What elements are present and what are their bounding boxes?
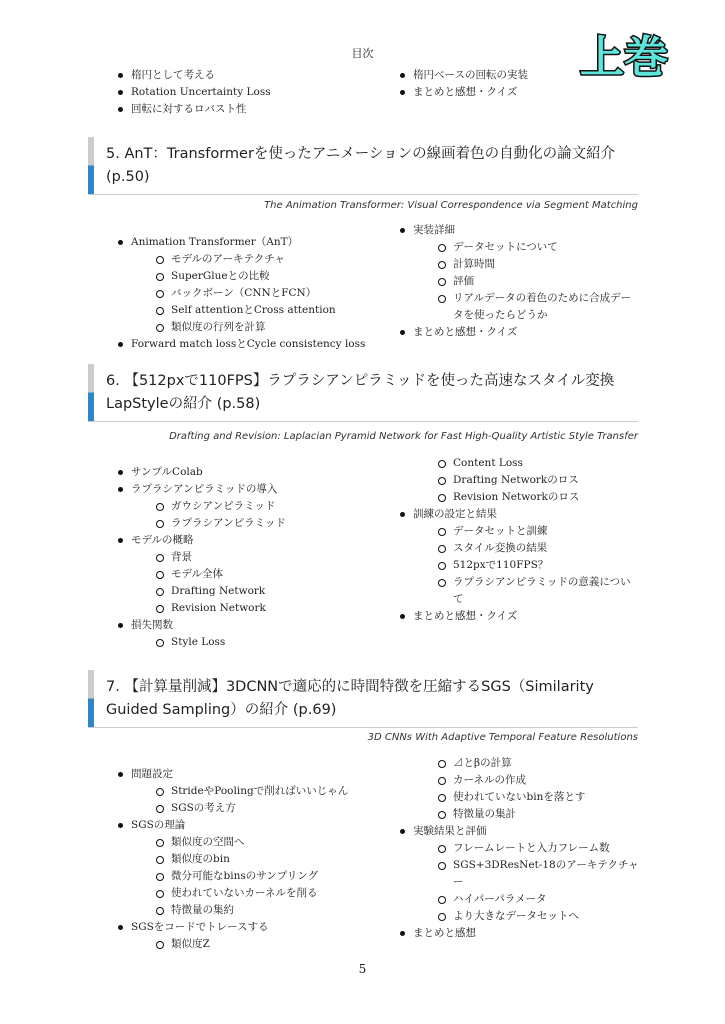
list-item: 楕円ベースの回転の実装 bbox=[400, 67, 640, 84]
sub-list-item: 微分可能なbinsのサンプリング bbox=[118, 868, 398, 885]
list-item: サンプルColab bbox=[118, 464, 398, 481]
toc-title: 目次 bbox=[351, 47, 374, 60]
list-item: SGSをコードでトレースする bbox=[118, 919, 398, 936]
badge-text: 上巻 bbox=[580, 32, 668, 80]
list-item: 損失関数 bbox=[118, 617, 398, 634]
section-6-list-left bbox=[118, 464, 398, 651]
sub-list-item: より大きなデータセットへ bbox=[400, 908, 640, 925]
section-7-heading bbox=[88, 670, 638, 728]
sub-list-item: ハイパーパラメータ bbox=[400, 891, 640, 908]
sub-list-item: 背景 bbox=[118, 549, 398, 566]
sub-list-item: 特徴量の集計 bbox=[400, 806, 640, 823]
section-5-list-left bbox=[118, 234, 398, 353]
sub-list-item: 類似度の空間へ bbox=[118, 834, 398, 851]
sub-list-item: 512pxで110FPS？ bbox=[400, 557, 640, 574]
sub-list-item: バックボーン（CNNとFCN） bbox=[118, 285, 398, 302]
list-item: 楕円として考える bbox=[118, 67, 398, 84]
sub-list-item: 類似度のbin bbox=[118, 851, 398, 868]
sub-list-item: Drafting Networkのロス bbox=[400, 472, 640, 489]
list-item: Rotation Uncertainty Loss bbox=[118, 84, 398, 101]
section-7-list-left bbox=[118, 766, 398, 953]
sub-list-item: SGS+3DResNet-18のアーキテクチャー bbox=[400, 857, 640, 891]
section-5-subtitle: The Animation Transformer: Visual Correspondence via Segment Matching bbox=[264, 200, 638, 211]
sub-list-item: リアルデータの着色のために合成データを使ったらどうか bbox=[400, 290, 640, 324]
list-item: Forward match lossとCycle consistency loss bbox=[118, 336, 398, 353]
sub-list-item: フレームレートと入力フレーム数 bbox=[400, 840, 640, 857]
heading-accent-bar bbox=[88, 670, 94, 727]
list-item: SGSの理論 bbox=[118, 817, 398, 834]
sub-list-item: データセットと訓練 bbox=[400, 523, 640, 540]
toc-list-right bbox=[400, 67, 640, 101]
heading-accent-bar bbox=[88, 364, 94, 421]
toc-list-left bbox=[118, 67, 398, 118]
section-6-list-right bbox=[400, 455, 640, 625]
list-item: Animation Transformer（AnT） bbox=[118, 234, 398, 251]
sub-list-item: ラプラシアンピラミッド bbox=[118, 515, 398, 532]
sub-list-item: 特徴量の集約 bbox=[118, 902, 398, 919]
section-7-subtitle: 3D CNNs With Adaptive Temporal Feature Resolutions bbox=[367, 732, 638, 743]
sub-list-item: Drafting Network bbox=[118, 583, 398, 600]
list-item: まとめと感想・クイズ bbox=[400, 608, 640, 625]
sub-list-item: StrideやPoolingで削ればいいじゃん bbox=[118, 783, 398, 800]
sub-list-item: Self attentionとCross attention bbox=[118, 302, 398, 319]
sub-list-item: SGSの考え方 bbox=[118, 800, 398, 817]
section-heading-text: 7. 【計算量削減】3DCNNで適応的に時間特徴を圧縮するSGS（Similarity Guided Sampling）の紹介 (p.69) bbox=[106, 679, 594, 718]
sub-list-item: 使われていないbinを落とす bbox=[400, 789, 640, 806]
section-5-heading bbox=[88, 137, 638, 195]
list-item: ラプラシアンピラミッドの導入 bbox=[118, 481, 398, 498]
sub-list-item: Revision Networkのロス bbox=[400, 489, 640, 506]
sub-list-item: 類似度Z bbox=[118, 936, 398, 953]
sub-list-item: 使われていないカーネルを削る bbox=[118, 885, 398, 902]
sub-list-item: モデル全体 bbox=[118, 566, 398, 583]
section-6-subtitle: Drafting and Revision: Laplacian Pyramid Network for Fast High-Quality Artistic Style Transfer bbox=[169, 431, 638, 442]
sub-list-item: スタイル変換の結果 bbox=[400, 540, 640, 557]
list-item: まとめと感想 bbox=[400, 925, 640, 942]
section-6-heading bbox=[88, 364, 638, 422]
list-item: まとめと感想・クイズ bbox=[400, 324, 640, 341]
list-item: まとめと感想・クイズ bbox=[400, 84, 640, 101]
section-heading-text: 5. AnT：Transformerを使ったアニメーションの線画着色の自動化の論文紹介 (p.50) bbox=[106, 146, 616, 185]
list-item: 実験結果と評価 bbox=[400, 823, 640, 840]
page-number: 5 bbox=[358, 962, 367, 976]
sub-list-item: モデルのアーキテクチャ bbox=[118, 251, 398, 268]
list-item: 訓練の設定と結果 bbox=[400, 506, 640, 523]
sub-list-item: 評価 bbox=[400, 273, 640, 290]
list-item: モデルの概略 bbox=[118, 532, 398, 549]
list-item: 問題設定 bbox=[118, 766, 398, 783]
sub-list-item: Style Loss bbox=[118, 634, 398, 651]
sub-list-item: カーネルの作成 bbox=[400, 772, 640, 789]
list-item: 回転に対するロバスト性 bbox=[118, 101, 398, 118]
sub-list-item: データセットについて bbox=[400, 239, 640, 256]
list-item: 実装詳細 bbox=[400, 222, 640, 239]
sub-list-item: 類似度の行列を計算 bbox=[118, 319, 398, 336]
sub-list-item: Content Loss bbox=[400, 455, 640, 472]
section-heading-text: 6. 【512pxで110FPS】ラプラシアンピラミッドを使った高速なスタイル変換LapStyleの紹介 (p.58) bbox=[106, 373, 615, 412]
sub-list-item: ラプラシアンピラミッドの意義について bbox=[400, 574, 640, 608]
heading-accent-bar bbox=[88, 137, 94, 194]
sub-list-item: 計算時間 bbox=[400, 256, 640, 273]
sub-list-item: Revision Network bbox=[118, 600, 398, 617]
sub-list-item: ガウシアンピラミッド bbox=[118, 498, 398, 515]
section-5-list-right bbox=[400, 222, 640, 341]
sub-list-item: ⊿とβの計算 bbox=[400, 755, 640, 772]
sub-list-item: SuperGlueとの比較 bbox=[118, 268, 398, 285]
section-7-list-right bbox=[400, 755, 640, 942]
